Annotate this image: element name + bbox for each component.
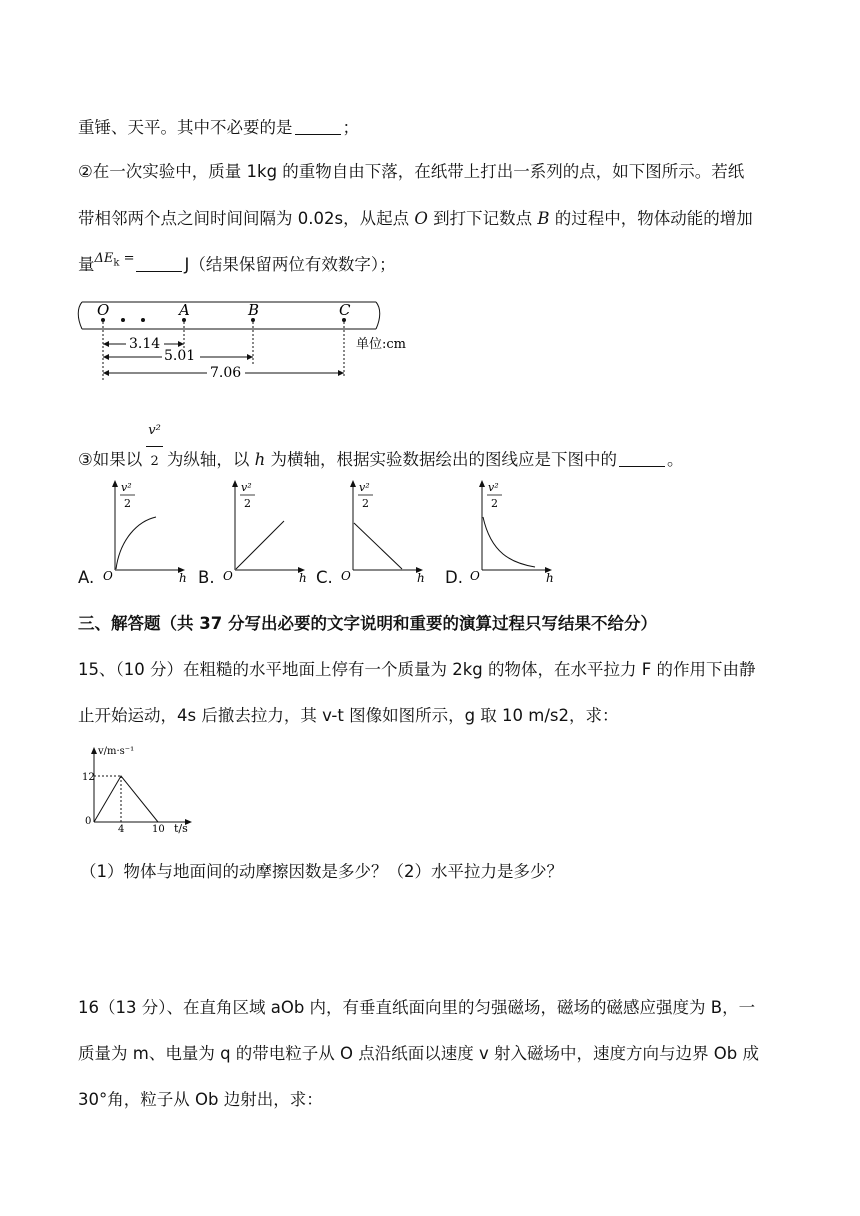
- vt-y-tick-12: 12: [82, 772, 95, 783]
- frac-den: 2: [150, 454, 159, 469]
- delta-ek-formula: [94, 251, 135, 269]
- tape-distance-d1: 3.14: [129, 336, 161, 352]
- axis-x-label: h: [179, 571, 187, 585]
- option-curve: [236, 521, 284, 569]
- axis-y-den: 2: [491, 497, 498, 510]
- vt-x-label: t/s: [174, 822, 188, 835]
- option-graph-a: [103, 476, 193, 586]
- answer-blank-1[interactable]: [295, 116, 341, 135]
- q15-line-1: 15、（10 分）在粗糙的水平地面上停有一个质量为 2kg 的物体，在水平拉力 F 的作用下由静: [78, 660, 756, 679]
- y-arrow: [350, 480, 356, 487]
- option-curve: [116, 517, 156, 569]
- y-arrow: [232, 480, 238, 487]
- vt-graph: [78, 744, 218, 836]
- text-line-1: [78, 116, 359, 140]
- line5-a: ③如果以: [78, 450, 143, 469]
- axis-y-num: v²: [121, 481, 132, 494]
- v2-over-2-fraction: [146, 416, 163, 477]
- tape-label-C: C: [339, 301, 351, 319]
- vt-origin: 0: [85, 816, 92, 827]
- q16-line-3: 30°角，粒子从 Ob 边射出，求：: [78, 1090, 323, 1109]
- q16-line-1: 16（13 分）、在直角区域 aOb 内，有垂直纸面向里的匀强磁场，磁场的磁感应强度为 B，一: [78, 998, 756, 1017]
- q15-line-3: （1）物体与地面间的动摩擦因数是多少？（2）水平拉力是多少？: [80, 862, 563, 881]
- text-line-3: [78, 207, 753, 231]
- option-label-b[interactable]: B.: [198, 568, 215, 587]
- answer-blank-2[interactable]: [136, 253, 182, 272]
- option-graph-b: [223, 476, 313, 586]
- axis-x-label: h: [299, 571, 307, 585]
- tape-label-B: B: [248, 301, 260, 319]
- delta-e: ΔE: [94, 251, 114, 266]
- line3-B: B: [537, 209, 550, 228]
- axis-x-label: h: [546, 571, 554, 585]
- option-graph-c: [341, 476, 431, 586]
- axis-origin: O: [223, 569, 233, 583]
- line3-O: O: [414, 209, 428, 228]
- line3-a: 带相邻两个点之间时间间隔为 0.02s，从起点: [78, 209, 415, 228]
- text-line-4: [78, 253, 396, 284]
- option-curve: [483, 517, 535, 567]
- line5-c: 为横轴，根据实验数据绘出的图线应是下图中的: [265, 450, 617, 469]
- option-label-c[interactable]: C.: [316, 568, 333, 587]
- vt-line: [94, 776, 158, 822]
- tape-distance-d3: 7.06: [210, 365, 242, 381]
- delta-e-sub: k: [113, 257, 120, 269]
- axis-y-den: 2: [362, 497, 369, 510]
- line1-text: 重锤、天平。其中不必要的是: [78, 118, 293, 137]
- section-3-heading: 三、解答题（共 37 分写出必要的文字说明和重要的演算过程只写结果不给分）: [78, 614, 657, 633]
- axis-y-num: v²: [359, 481, 370, 494]
- y-arrow: [112, 480, 118, 487]
- axis-origin: O: [103, 569, 113, 583]
- option-label-a[interactable]: A.: [78, 568, 95, 587]
- vt-x-tick-4: 4: [118, 824, 125, 835]
- answer-blank-3[interactable]: [619, 448, 665, 467]
- tape-label-O: O: [97, 301, 110, 319]
- axis-y-num: v²: [488, 481, 499, 494]
- axis-x-label: h: [417, 571, 425, 585]
- line5-h: h: [254, 450, 266, 469]
- line5-end: 。: [667, 450, 684, 469]
- paper-tape-figure: [74, 296, 406, 386]
- tape-distance-d2: 5.01: [164, 348, 196, 364]
- line2-text: ②在一次实验中，质量 1kg 的重物自由下落，在纸带上打出一系列的点，如下图所示。若纸: [78, 162, 745, 181]
- vt-x-tick-10: 10: [152, 824, 165, 835]
- tape-dot-3: [141, 318, 145, 322]
- axis-origin: O: [341, 569, 351, 583]
- q16-line-2: 质量为 m、电量为 q 的带电粒子从 O 点沿纸面以速度 v 射入磁场中，速度方向与边界 Ob 成: [78, 1044, 759, 1063]
- line4-a: 量: [78, 255, 95, 274]
- line3-b: 到打下记数点: [427, 209, 538, 228]
- line4-b: J（结果保留两位有效数字）；: [184, 255, 396, 274]
- vt-y-label: v/m·s⁻¹: [98, 746, 135, 757]
- y-arrow: [479, 480, 485, 487]
- line3-c: 的过程中，物体动能的增加: [549, 209, 753, 228]
- axis-origin: O: [470, 569, 480, 583]
- delta-e-eq: =: [119, 251, 135, 266]
- option-label-d[interactable]: D.: [445, 568, 463, 587]
- tape-label-A: A: [179, 301, 190, 319]
- tape-unit: 单位:cm: [356, 337, 406, 352]
- line5-b: 为纵轴，以: [166, 450, 255, 469]
- frac-num: v²: [146, 416, 163, 447]
- option-graph-d: [470, 476, 560, 586]
- axis-y-den: 2: [124, 497, 131, 510]
- tape-dot-2: [121, 318, 125, 322]
- line1-end: ；: [342, 118, 359, 137]
- axis-y-den: 2: [244, 497, 251, 510]
- option-curve: [354, 523, 402, 569]
- text-line-2: [78, 160, 744, 184]
- axis-y-num: v²: [241, 481, 252, 494]
- q15-line-2: 止开始运动，4s 后撤去拉力，其 v-t 图像如图所示，g 取 10 m/s2，求：: [78, 706, 619, 725]
